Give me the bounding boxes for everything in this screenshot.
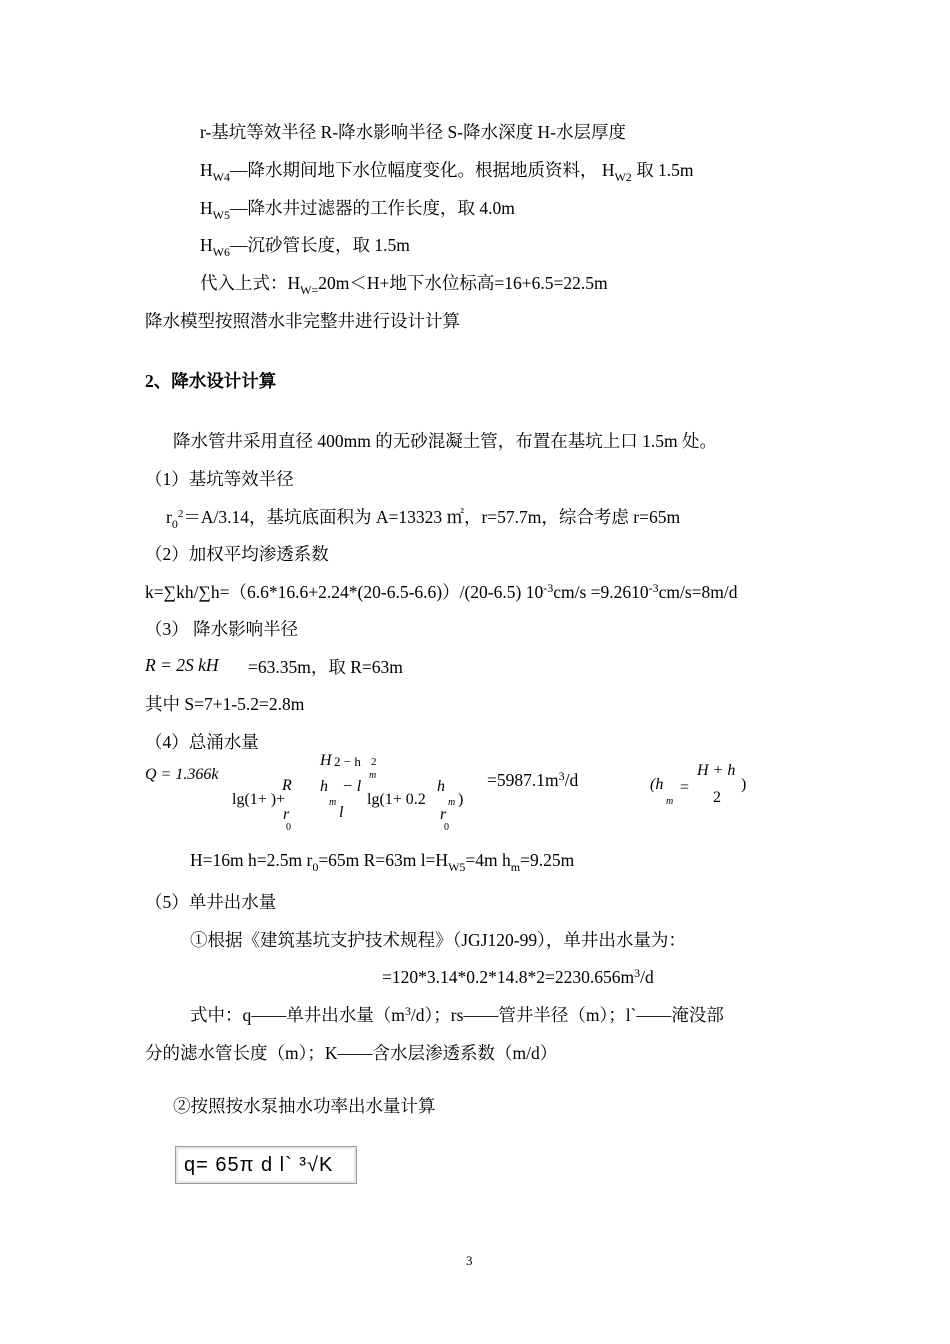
text-line-r0 [166, 506, 680, 531]
subheading-1: （1）基坑等效半径 [145, 469, 294, 489]
text: —降水期间地下水位幅度变化。根据地质资料， H [229, 160, 615, 180]
formula-Q-r2-sub: 0 [444, 822, 449, 833]
symbol: H [200, 198, 213, 218]
text: cm/s =9.2610 [553, 582, 649, 602]
subheading-5: （5）单井出水量 [145, 892, 277, 912]
text-line-k [145, 581, 738, 605]
superscript: 3 [634, 966, 641, 980]
formula-Q-m1: m [369, 770, 377, 781]
text: /d [640, 967, 654, 987]
formula-Q-m3: m [448, 797, 456, 808]
formula-Q-minus-l: − l [342, 778, 362, 795]
formula-Q-h2: h [437, 778, 445, 795]
formula-R: R = 2S kH [145, 655, 219, 675]
subscript: W4 [212, 170, 230, 184]
paragraph-well: 降水管井采用直径 400mm 的无砂混凝土管，布置在基坑上口 1.5m 处。 [173, 431, 717, 451]
text: /d [564, 770, 579, 790]
subheading-3: （3） 降水影响半径 [145, 619, 299, 639]
page-number: 3 [466, 1253, 473, 1268]
text: cm/s=8m/d [658, 582, 738, 602]
formula-R-result: =63.35m，取 R=63m [248, 657, 403, 677]
subheading-2: （2）加权平均渗透系数 [145, 544, 329, 564]
subscript: W5 [448, 860, 466, 874]
formula-Q-numerator: 2 − h [334, 754, 361, 769]
text: ＝A/3.14，基坑底面积为 A=13323 ㎡，r=57.7m，综合考虑 r=65m [183, 507, 681, 527]
formula-q-pump: q= 65π d l` ³√K [184, 1154, 334, 1176]
formula-Q-R: R [282, 777, 292, 794]
superscript: -3 [543, 581, 554, 595]
subscript: W= [300, 283, 319, 297]
text-line-model: 降水模型按照潜水非完整井进行设计计算 [145, 311, 460, 331]
text: —降水井过滤器的工作长度，取 4.0m [229, 198, 515, 218]
text-line-hw6 [200, 234, 410, 258]
formula-Q-lg2: lg(1+ 0.2 [367, 791, 426, 808]
formula-Q-lhs: Q = 1.366k [145, 766, 219, 783]
symbol: r [166, 507, 172, 527]
text-line-def2: 分的滤水管长度（m）；K——含水层渗透系数（m/d） [145, 1043, 558, 1063]
text: /d）；rs——管井半径（m）；l`——淹没部 [410, 1005, 724, 1025]
text: =120*3.14*0.2*14.8*2=2230.656m [382, 967, 635, 987]
formula-hm-sub: m [666, 796, 674, 807]
formula-image-box [175, 1146, 357, 1184]
formula-Q-hm: h [320, 778, 328, 795]
text: 式中：q——单井出水量（m [190, 1005, 405, 1025]
formula-hm-open: (h [650, 776, 664, 793]
text: =9.25m [520, 850, 575, 870]
text-line-def1 [190, 1004, 724, 1028]
text: =4m h [465, 850, 511, 870]
formula-Q-l: l [339, 804, 344, 821]
formula-Q-denominator: lg(1+ )+ [232, 791, 286, 808]
text-line-params [190, 849, 574, 873]
subscript: 0 [171, 517, 178, 531]
formula-hm-close: ) [741, 776, 747, 793]
text-line-substitution [200, 272, 608, 296]
formula-Q-numerator-exp: 2 [371, 756, 377, 768]
text: 20m＜H+地下水位标高=16+6.5=22.5m [318, 273, 608, 293]
text: =65m R=63m l=H [318, 850, 449, 870]
formula-Q-r1: r [283, 806, 290, 823]
subscript: m [510, 860, 521, 874]
text-line-1: r-基坑等效半径 R-降水影响半径 S-降水深度 H-水层厚度 [200, 122, 626, 142]
text: —沉砂管长度，取 1.5m [229, 235, 410, 255]
text-line-S: 其中 S=7+1-5.2=2.8m [145, 694, 305, 714]
text: =5987.1m [487, 770, 559, 790]
text-line-c2: ②按照按水泵抽水功率出水量计算 [173, 1096, 436, 1116]
formula-Q-r2: r [440, 806, 447, 823]
formula-Q-m2: m [329, 797, 337, 808]
superscript: 2 [177, 508, 184, 520]
formula-Q-result [487, 769, 578, 793]
text: 取 1.5m [631, 160, 694, 180]
subscript: 0 [312, 860, 319, 874]
superscript: 3 [558, 769, 565, 783]
text-line-hw4 [200, 159, 694, 183]
text-line-hw5 [200, 197, 515, 221]
text-line-c1: ①根据《建筑基坑支护技术规程》（JGJ120-99），单井出水量为： [190, 930, 686, 950]
formula-hm-eq: = [680, 779, 690, 796]
formula-Q-numerator-H: H [320, 752, 332, 769]
text-line-c1-result [382, 966, 654, 990]
text: k=∑kh/∑h=（6.6*16.6+2.24*(20-6.5-6.6)）/(20-6.5) 10 [145, 582, 544, 602]
section-heading: 2、降水设计计算 [145, 371, 277, 391]
subscript: W6 [212, 245, 230, 259]
text: 代入上式：H [200, 273, 301, 293]
superscript: -3 [648, 581, 659, 595]
formula-Q-r1-sub: 0 [286, 822, 291, 833]
text: H=16m h=2.5m r [190, 850, 313, 870]
formula-Q-close: ) [458, 791, 464, 808]
superscript: 3 [404, 1004, 411, 1018]
subheading-4: （4）总涌水量 [145, 732, 259, 752]
subscript: W5 [212, 208, 230, 222]
formula-hm-den: 2 [713, 789, 721, 806]
symbol: H [200, 160, 213, 180]
symbol: H [200, 235, 213, 255]
formula-hm-num: H + h [697, 762, 736, 779]
subscript: W2 [614, 170, 632, 184]
